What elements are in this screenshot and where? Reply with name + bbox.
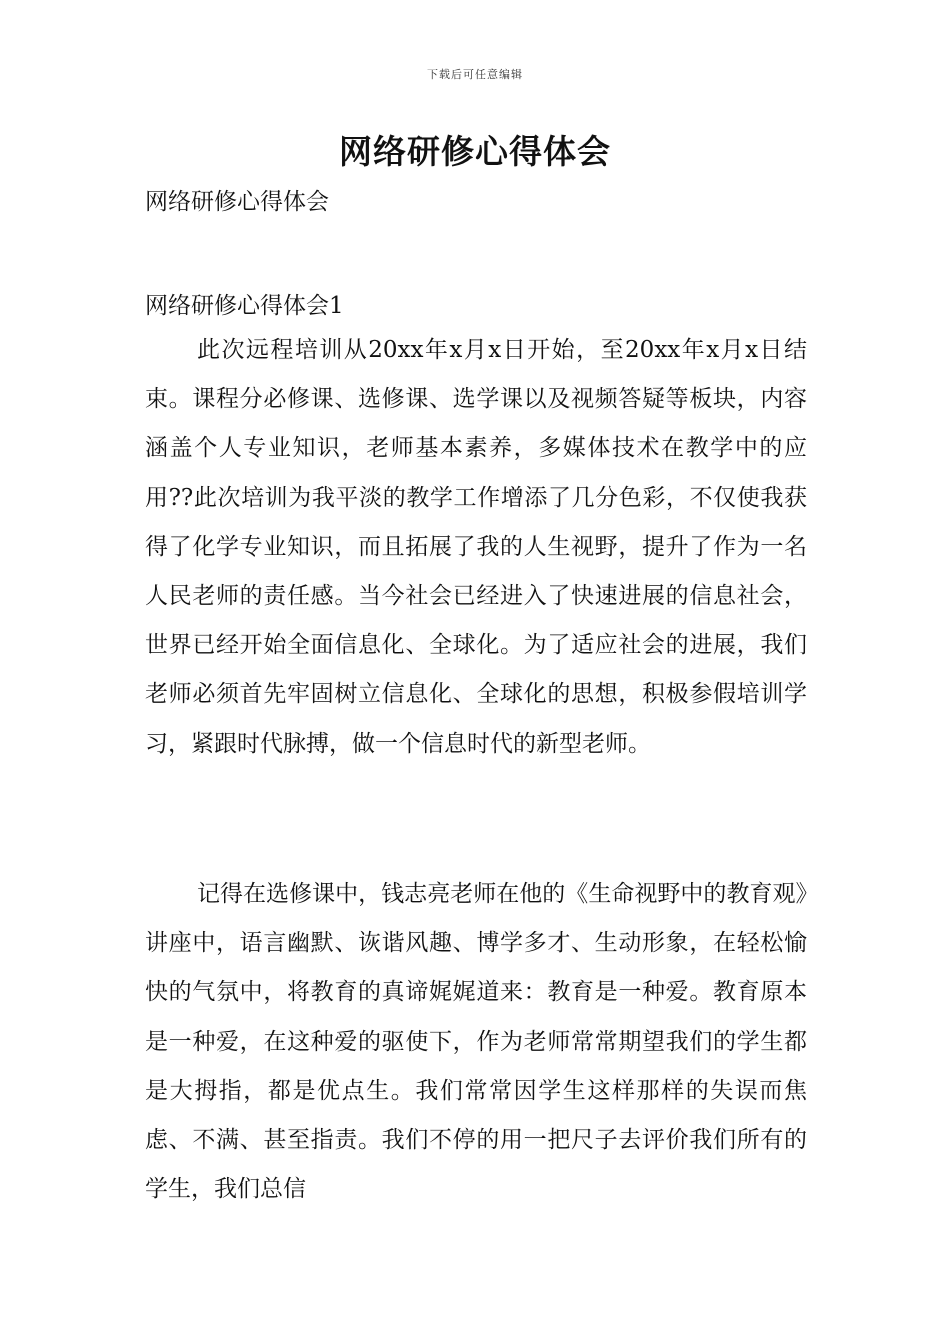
document-title: 网络研修心得体会 [339, 132, 611, 171]
header-note: 下载后可任意编辑 [427, 68, 523, 81]
body-paragraph: 此次远程培训从20xx年x月x日开始，至20xx年x月x日结束。课程分必修课、选修课、选学课以及视频答疑等板块，内容涵盖个人专业知识，老师基本素养，多媒体技术在教学中的应用??此次培训为我平淡的教学工作增添了几分色彩，不仅使我获得了化学专业知识，而且拓展了我的人生视野，提升了作为一名人民老师的责任感。当今社会已经进入了快速进展的信息社会，世界已经开始全面信息化、全球化。为了适应社会的进展，我们老师必须首先牢固树立信息化、全球化的思想，积极参假培训学习，紧跟时代脉搏，做一个信息时代的新型老师。 [145, 337, 807, 757]
section-heading: 网络研修心得体会1 [145, 293, 344, 319]
body-paragraph: 记得在选修课中，钱志亮老师在他的《生命视野中的教育观》讲座中，语言幽默、诙谐风趣、博学多才、生动形象，在轻松愉快的气氛中，将教育的真谛娓娓道来：教育是一种爱。教育原本是一种爱，在这种爱的驱使下，作为老师常常期望我们的学生都是大拇指，都是优点生。我们常常因学生这样那样的失误而焦虑、不满、甚至指责。我们不停的用一把尺子去评价我们所有的学生，我们总信 [145, 881, 807, 1203]
document-subtitle: 网络研修心得体会 [145, 189, 329, 215]
